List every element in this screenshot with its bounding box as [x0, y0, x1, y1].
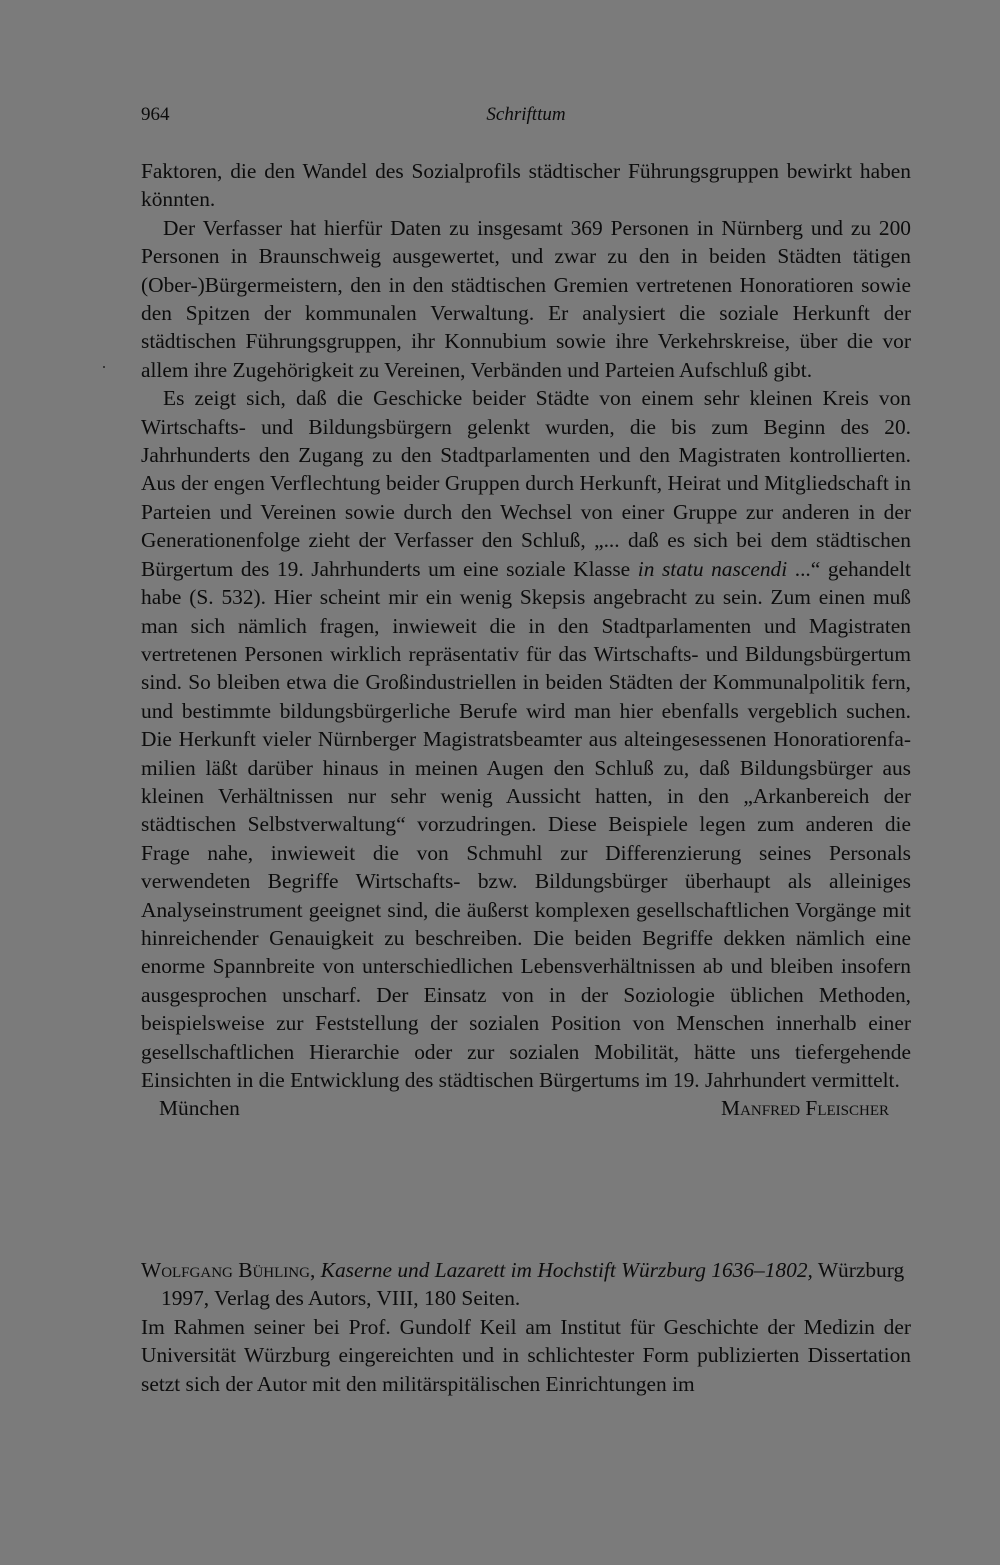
reviewer-name: Manfred Fleischer: [721, 1096, 889, 1121]
paragraph: [141, 384, 911, 1094]
latin-phrase: in statu nascendi: [637, 556, 788, 581]
paragraph-continuation: Faktoren, die den Wandel des Sozialprofils städtischer Führungsgruppen bewirkt haben könnten.: [141, 159, 911, 212]
book-citation: [141, 1256, 911, 1313]
margin-mark: [103, 366, 105, 368]
text-run: Es zeigt sich, daß die Geschicke beider Städte von einem sehr kleinen Kreis von Wirtschafts- und Bildungsbürgern gelenkt wurden, die bis zum Beginn des 20. Jahrhunderts den Zugang zu den Stadtparlamenten und den Magistraten kontrollierten. Aus der engen Verflechtung beider Gruppen durch Herkunft, Heirat und Mitgliedschaft in Parteien und Vereinen sowie durch den Wechsel von einer Gruppe zur anderen in der Generationenfolge zieht der Verfasser den Schluß, „... daß es sich bei dem städtischen Bürgertum des 19. Jahrhunderts um eine soziale Klasse: [141, 386, 911, 581]
paragraph: Der Verfasser hat hierfür Daten zu insgesamt 369 Personen in Nürnberg und zu 200 Personen in Braunschweig ausgewertet, und zwar zu den in beiden Städten tätigen (Ober-)Bürgermeistern, den in den städtischen Gremien vertretenen Honoratioren sowie den Spitzen der kommunalen Verwaltung. Er analysiert die soziale Herkunft der städtischen Führungsgruppen, ihr Konnubium sowie ihre Verkehrskreise, über die vor allem ihre Zugehörigkeit zu Vereinen, Verbänden und Parteien Aufschluß gibt.: [141, 215, 911, 382]
page-header: [141, 104, 911, 132]
review-signature: [141, 1094, 911, 1122]
next-review: [141, 1256, 911, 1398]
text-run: ...“ gehandelt habe (S. 532). Hier scheint mir ein wenig Skepsis angebracht zu sein. Zum einen muß man sich nämlich fragen, inwieweit die in den Stadtparlamenten und Magistraten vertretenen Personen wirklich repräsentativ für das Wirtschafts- und Bildungsbürgertum sind. So bleiben etwa die Großindustriellen in beiden Städten der Kommunalpolitik fern, und bestimmte bildungsbürgerliche Berufe wird man hier ebenfalls vergeblich suchen. Die Herkunft vieler Nürnberger Magistratsbeamter aus alteingesessenen Honoratiorenfamilien läßt darüber hinaus in meinen Augen den Schluß zu, daß Bildungsbürger aus kleinen Verhältnissen nur sehr wenig Aussicht hatten, in den „Arkanbereich der städtischen Selbstverwaltung“ vorzudringen. Diese Beispiele legen zum anderen die Frage nahe, inwieweit die von Schmuhl zur Differenzierung seines Personals verwendeten Begriffe Wirtschafts- bzw. Bildungsbürger überhaupt als alleiniges Analyseinstrument geeignet sind, die äußerst komplexen gesellschaftlichen Vorgänge mit hinreichender Genauigkeit zu beschreiben. Die beiden Begriffe dekken nämlich eine enorme Spannbreite von unterschiedlichen Lebensverhältnissen ab und bleiben insofern ausgesprochen unscharf. Der Einsatz von in der Soziologie üblichen Methoden, beispielsweise zur Feststellung der sozialen Position von Menschen innerhalb einer gesellschaftlichen Hierarchie oder zur sozialen Mobilität, hätte uns tiefergehende Einsichten in die Entwicklung des städtischen Bürgertums im 19. Jahrhundert vermittelt.: [141, 556, 911, 1092]
review-body: [141, 157, 911, 1123]
book-title: Kaserne und Lazarett im Hochstift Würzburg 1636–1802,: [320, 1258, 813, 1282]
book-author: Wolfgang Bühling,: [141, 1258, 316, 1282]
book-details: Würzburg 1997, Verlag des Autors, VIII, 180 Seiten.: [161, 1258, 905, 1311]
review-place: München: [159, 1096, 240, 1121]
paragraph: Im Rahmen seiner bei Prof. Gundolf Keil am Institut für Geschichte der Medizin der Universität Würzburg eingereichten und in schlichtester Form publizierten Dissertation setzt sich der Autor mit den militärspitälischen Einrichtungen im: [141, 1314, 911, 1396]
running-head: Schrifttum: [486, 104, 566, 125]
page-number: 964: [141, 104, 170, 125]
